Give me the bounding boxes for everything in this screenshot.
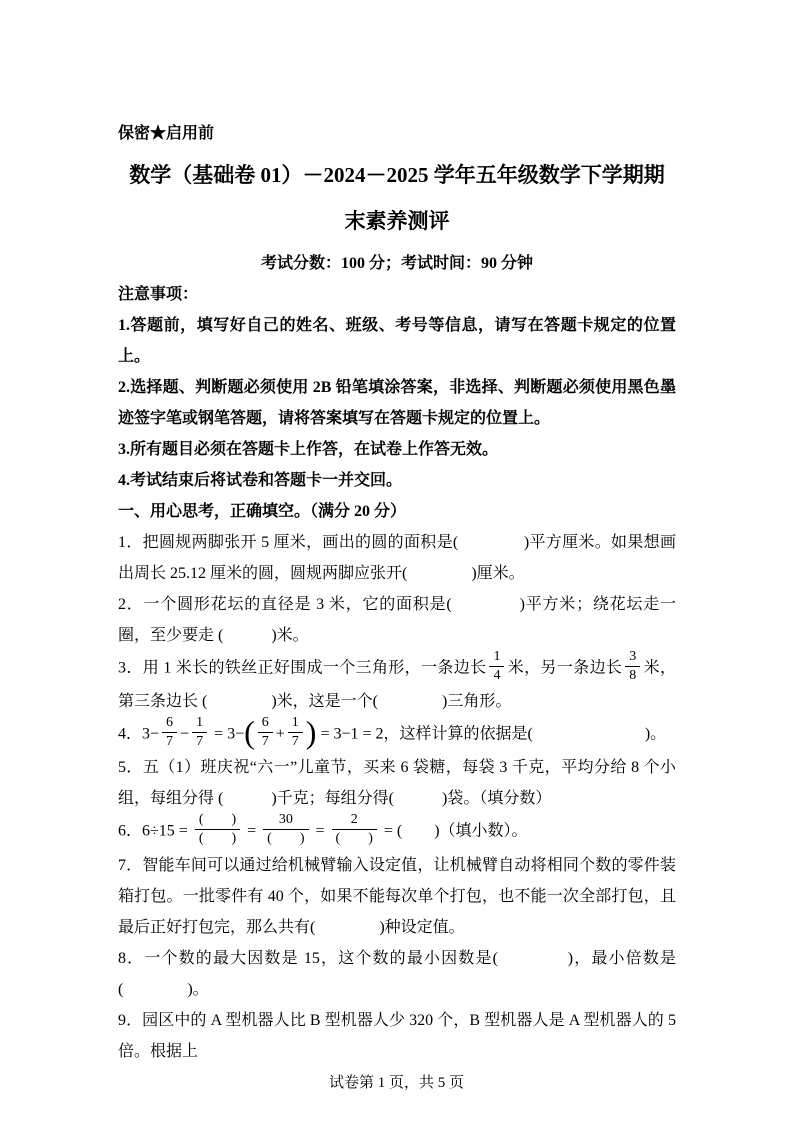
fraction xyxy=(162,715,177,750)
question-q8: 8．一个数的最大因数是 15，这个数的最小因数是( )，最小倍数是( )。 xyxy=(118,949,676,998)
notice-item-1: 1.答题前，填写好自己的姓名、班级、考号等信息，请写在答题卡规定的位置上。 xyxy=(118,317,676,365)
fraction xyxy=(332,812,377,847)
question-q1: 1．把圆规两脚张开 5 厘米，画出的圆的面积是( )平方厘米。如果想画出周长 25.12 厘米的圆，圆规两脚应张开( )厘米。 xyxy=(118,534,676,582)
question-q4: 4．3− $\frac{6}{7}$ − $\frac{1}{7}$ = 3−( $\frac{6}{7}$ + $\frac{1}{7}$ ) = 3−1 = 2，这样计算的依据是( )。 xyxy=(118,713,667,750)
exam-info: 考试分数：100 分；考试时间：90 分钟 xyxy=(260,255,533,272)
fraction-numerator: 6 xyxy=(258,715,273,733)
fraction-numerator: 1 xyxy=(489,649,504,667)
fraction xyxy=(195,812,240,847)
fraction-numerator: 1 xyxy=(192,715,207,733)
fraction xyxy=(192,715,207,750)
exam-title-line1: 数学（基础卷 01）－2024－2025 学年五年级数学下学期期 xyxy=(129,163,665,187)
question-q2: 2．一个圆形花坛的直径是 3 米，它的面积是( )平方米；绕花坛走一圈，至少要走 ( )米。 xyxy=(118,596,676,644)
question-q5: 5．五（1）班庆祝“六一”儿童节，买来 6 袋糖，每袋 3 千克，平均分给 8 个小组，每组分得 ( )千克；每组分得( )袋。（填分数） xyxy=(118,759,676,808)
fraction-denominator: ( ) xyxy=(198,831,237,847)
fraction xyxy=(263,812,308,847)
fraction xyxy=(489,649,504,684)
exam-title xyxy=(118,152,676,244)
fraction-numerator: 2 xyxy=(332,812,377,830)
exam-title-line2: 末素养测评 xyxy=(344,209,450,233)
fraction-denominator: ( ) xyxy=(267,831,305,847)
fraction-numerator: 1 xyxy=(288,715,303,733)
notice-heading: 注意事项： xyxy=(118,286,199,303)
security-notice: 保密★启用前 xyxy=(118,125,215,142)
fraction-numerator: ( ) xyxy=(195,812,240,830)
fraction-denominator: 4 xyxy=(493,668,501,684)
fraction-denominator: 7 xyxy=(291,734,299,750)
fraction xyxy=(288,715,303,750)
fraction-denominator: 7 xyxy=(196,734,204,750)
question-list xyxy=(118,527,676,1067)
fraction xyxy=(625,649,640,684)
fraction-denominator: 7 xyxy=(261,734,269,750)
notice-item-4: 4.考试结束后将试卷和答题卡一并交回。 xyxy=(118,472,403,489)
big-paren-close: ) xyxy=(305,713,317,750)
fraction-numerator: 30 xyxy=(263,812,308,830)
notice-item-2: 2.选择题、判断题必须使用 2B 铅笔填涂答案，非选择、判断题必须使用黑色墨迹签字笔或钢笔答题，请将答案填写在答题卡规定的位置上。 xyxy=(118,379,676,427)
fraction xyxy=(258,715,273,750)
fraction-denominator: 8 xyxy=(629,668,637,684)
notice-item-3: 3.所有题目必须在答题卡上作答，在试卷上作答无效。 xyxy=(118,441,499,458)
big-paren-open: ( xyxy=(244,713,255,750)
page-footer: 试卷第 1 页，共 5 页 xyxy=(328,1075,464,1091)
fraction-numerator: 3 xyxy=(625,649,640,667)
question-q9: 9．园区中的 A 型机器人比 B 型机器人少 320 个，B 型机器人是 A 型机器人的 5 倍。根据上 xyxy=(118,1011,676,1060)
section1-heading: 一、用心思考，正确填空。（满分 20 分） xyxy=(118,503,407,520)
fraction-numerator: 6 xyxy=(162,715,177,733)
question-q6: 6．6÷15 = $\frac{( )}{( )}$ = $\frac{30}{( )}$ = $\frac{2}{( )}$ = ( )（填小数）。 xyxy=(118,812,528,847)
fraction-denominator: ( ) xyxy=(335,831,373,847)
notice-list xyxy=(118,310,676,496)
question-q3: 3．用 1 米长的铁丝正好围成一个三角形，一条边长 $\frac{1}{4}$ 米，另一条边长 $\frac{3}{8}$ 米，第三条边长 ( )米，这是一个( )三角形。 xyxy=(118,649,676,711)
fraction-denominator: 7 xyxy=(166,734,174,750)
question-q7: 7．智能车间可以通过给机械臂输入设定值，让机械臂自动将相同个数的零件装箱打包。一批零件有 40 个，如果不能每次单个打包，也不能一次全部打包，且最后正好打包完，那么共有( )种设定值。 xyxy=(118,856,676,936)
